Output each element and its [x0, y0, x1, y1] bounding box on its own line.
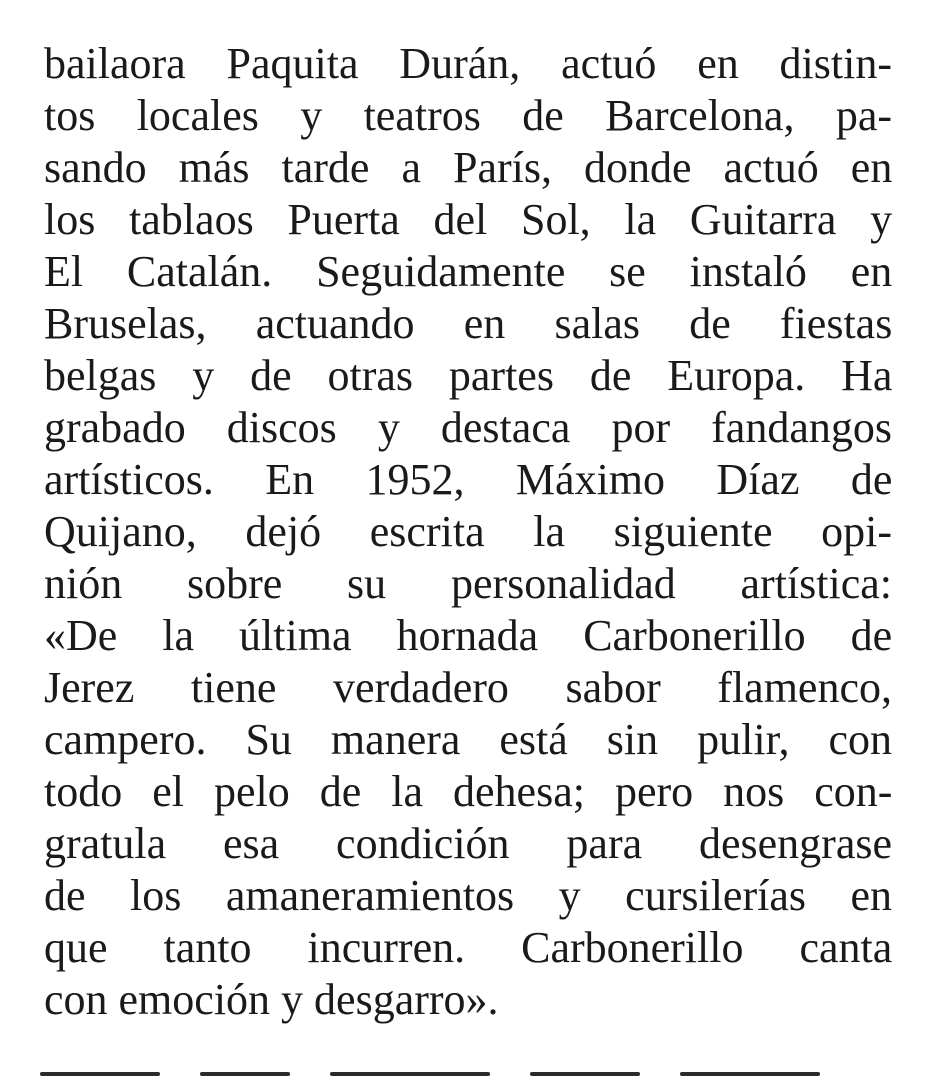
ink-fragment	[330, 1072, 490, 1076]
ink-fragment	[40, 1072, 160, 1076]
ink-fragment	[200, 1072, 290, 1076]
text-line: gratula esa condición para desengrase	[44, 819, 892, 868]
cropped-next-line-fragments	[0, 1066, 933, 1080]
text-line: de los amaneramientos y cursilerías en	[44, 871, 892, 920]
text-line: los tablaos Puerta del Sol, la Guitarra y	[44, 195, 893, 244]
text-line: sando más tarde a París, donde actuó en	[44, 143, 893, 192]
text-line: belgas y de otras partes de Europa. Ha	[44, 351, 893, 400]
text-line: que tanto incurren. Carbonerillo canta	[44, 923, 893, 972]
text-line: tos locales y teatros de Barcelona, pa-	[44, 91, 892, 140]
text-line: grabado discos y destaca por fandangos	[44, 403, 892, 452]
text-line: Quijano, dejó escrita la siguiente opi-	[44, 507, 892, 556]
ink-fragment	[680, 1072, 820, 1076]
text-line-last: con emoción y desgarro».	[44, 975, 499, 1024]
text-line: artísticos. En 1952, Máximo Díaz de	[44, 455, 893, 504]
text-line: «De la última hornada Carbonerillo de	[44, 611, 893, 660]
body-paragraph	[44, 38, 892, 1026]
text-line: campero. Su manera está sin pulir, con	[44, 715, 893, 764]
text-line: Jerez tiene verdadero sabor flamenco,	[44, 663, 892, 712]
ink-fragment	[530, 1072, 640, 1076]
text-line: Bruselas, actuando en salas de fiestas	[44, 299, 893, 348]
text-line: nión sobre su personalidad artística:	[44, 559, 892, 608]
text-line: bailaora Paquita Durán, actuó en distin-	[44, 39, 892, 88]
text-line: El Catalán. Seguidamente se instaló en	[44, 247, 893, 296]
text-line: todo el pelo de la dehesa; pero nos con-	[44, 767, 893, 816]
